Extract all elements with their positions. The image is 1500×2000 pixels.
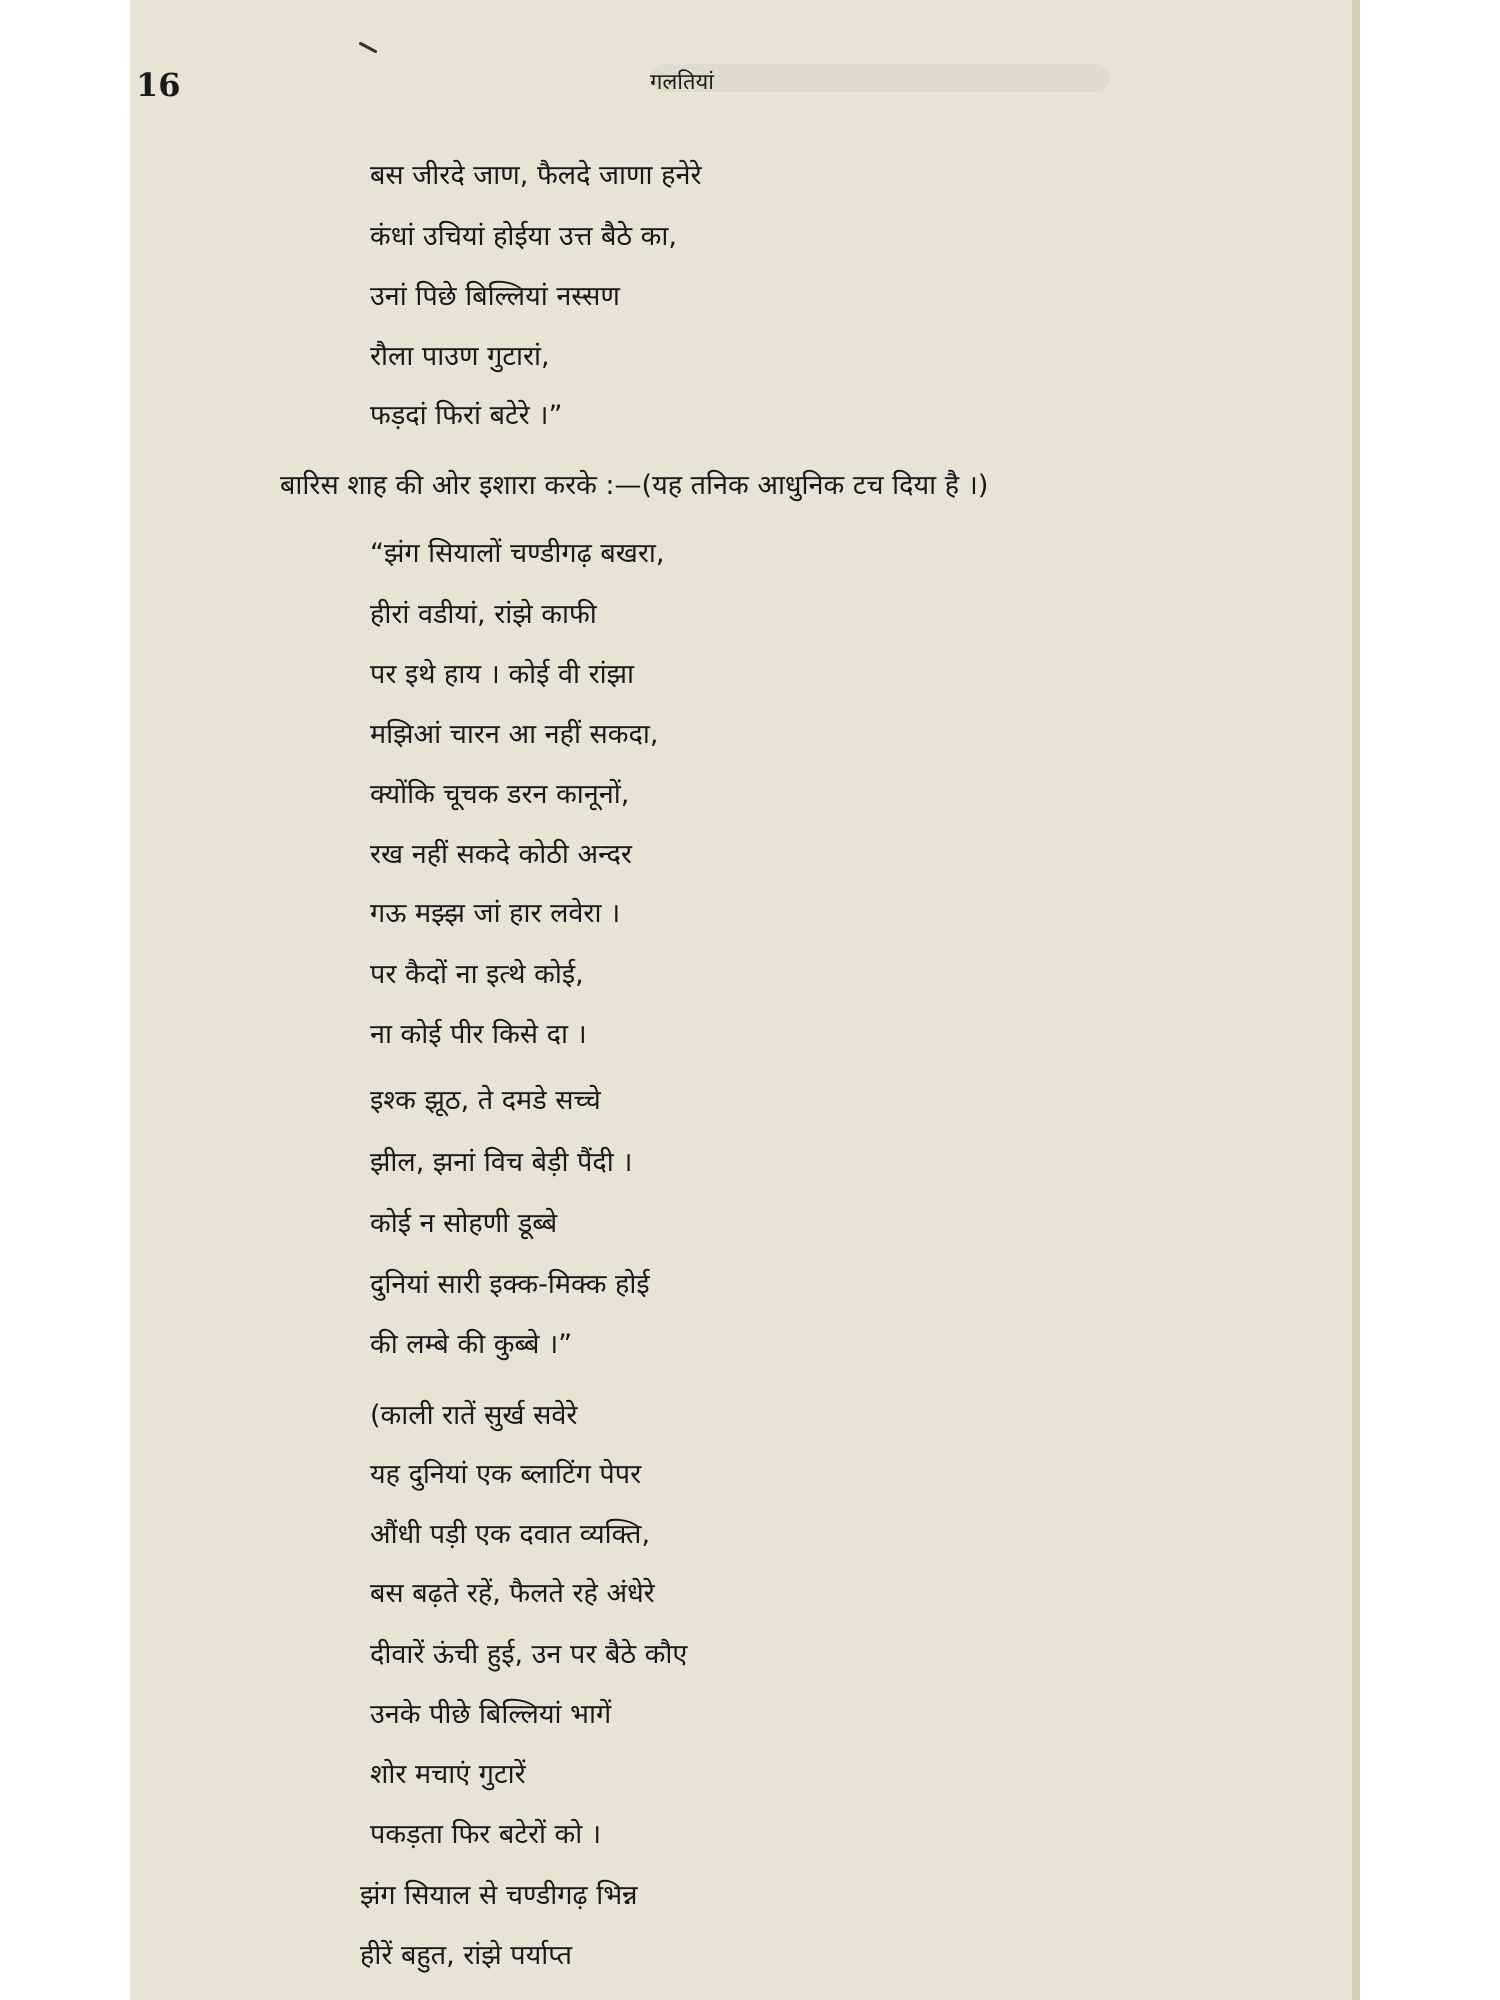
- verse-line: क्योंकि चूचक डरन कानूनों,: [370, 779, 630, 810]
- verse-line: फड़दां फिरां बटेरे ।”: [370, 400, 563, 431]
- running-title: गलतियां: [650, 70, 714, 95]
- verse-line: मझिआं चारन आ नहीं सकदा,: [370, 719, 659, 750]
- page-edge: [1352, 0, 1360, 2000]
- verse-line: हीरां वडीयां, रांझे काफी: [370, 599, 597, 630]
- ink-mark: [358, 41, 377, 53]
- verse-line: बस बढ़ते रहें, फैलते रहे अंधेरे: [370, 1578, 655, 1609]
- verse-line: की लम्बे की कुब्बे ।”: [370, 1329, 573, 1360]
- verse-line: शोर मचाएं गुटारें: [370, 1759, 526, 1790]
- verse-line: औंधी पड़ी एक दवात व्यक्ति,: [370, 1519, 651, 1550]
- verse-line: कंधां उचियां होईया उत्त बैठे का,: [370, 221, 677, 252]
- verse-line: रख नहीं सकदे कोठी अन्दर: [370, 839, 632, 870]
- verse-line: गऊ मझ्झ जां हार लवेरा ।: [370, 898, 621, 929]
- verse-line: कोई न सोहणी डूब्बे: [370, 1208, 558, 1239]
- verse-line: उनां पिछे बिल्लियां नस्सण: [370, 281, 620, 312]
- page-number: 16: [136, 66, 181, 104]
- verse-line: दीवारें ऊंची हुई, उन पर बैठे कौए: [370, 1639, 688, 1670]
- verse-line: (काली रातें सुर्ख सवेरे: [370, 1400, 578, 1431]
- verse-line: दुनियां सारी इक्क-मिक्क होई: [370, 1269, 650, 1300]
- verse-line: झील, झनां विच बेड़ी पैंदी ।: [370, 1147, 633, 1178]
- verse-line: इश्क झूठ, ते दमडे सच्चे: [370, 1085, 601, 1116]
- verse-line: रौला पाउण गुटारां,: [370, 341, 550, 372]
- verse-line: उनके पीछे बिल्लियां भागें: [370, 1699, 612, 1730]
- verse-line: हीरें बहुत, रांझे पर्याप्त: [360, 1940, 572, 1971]
- verse-line: ना कोई पीर किसे दा ।: [370, 1019, 587, 1050]
- book-page: [130, 0, 1360, 2000]
- verse-line: पकड़ता फिर बटेरों को ।: [370, 1819, 602, 1850]
- verse-line: झंग सियाल से चण्डीगढ़ भिन्न: [360, 1880, 638, 1911]
- verse-line: “झंग सियालों चण्डीगढ़ बखरा,: [370, 538, 665, 569]
- bleed-through: [650, 64, 1110, 92]
- verse-line: यह दुनियां एक ब्लाटिंग पेपर: [370, 1459, 642, 1490]
- intro-line: बारिस शाह की ओर इशारा करके :—(यह तनिक आधुनिक टच दिया है ।): [280, 470, 989, 501]
- verse-line: पर इथे हाय । कोई वी रांझा: [370, 659, 635, 690]
- verse-line: बस जीरदे जाण, फैलदे जाणा हनेरे: [370, 160, 702, 191]
- verse-line: पर कैदों ना इत्थे कोई,: [370, 959, 584, 990]
